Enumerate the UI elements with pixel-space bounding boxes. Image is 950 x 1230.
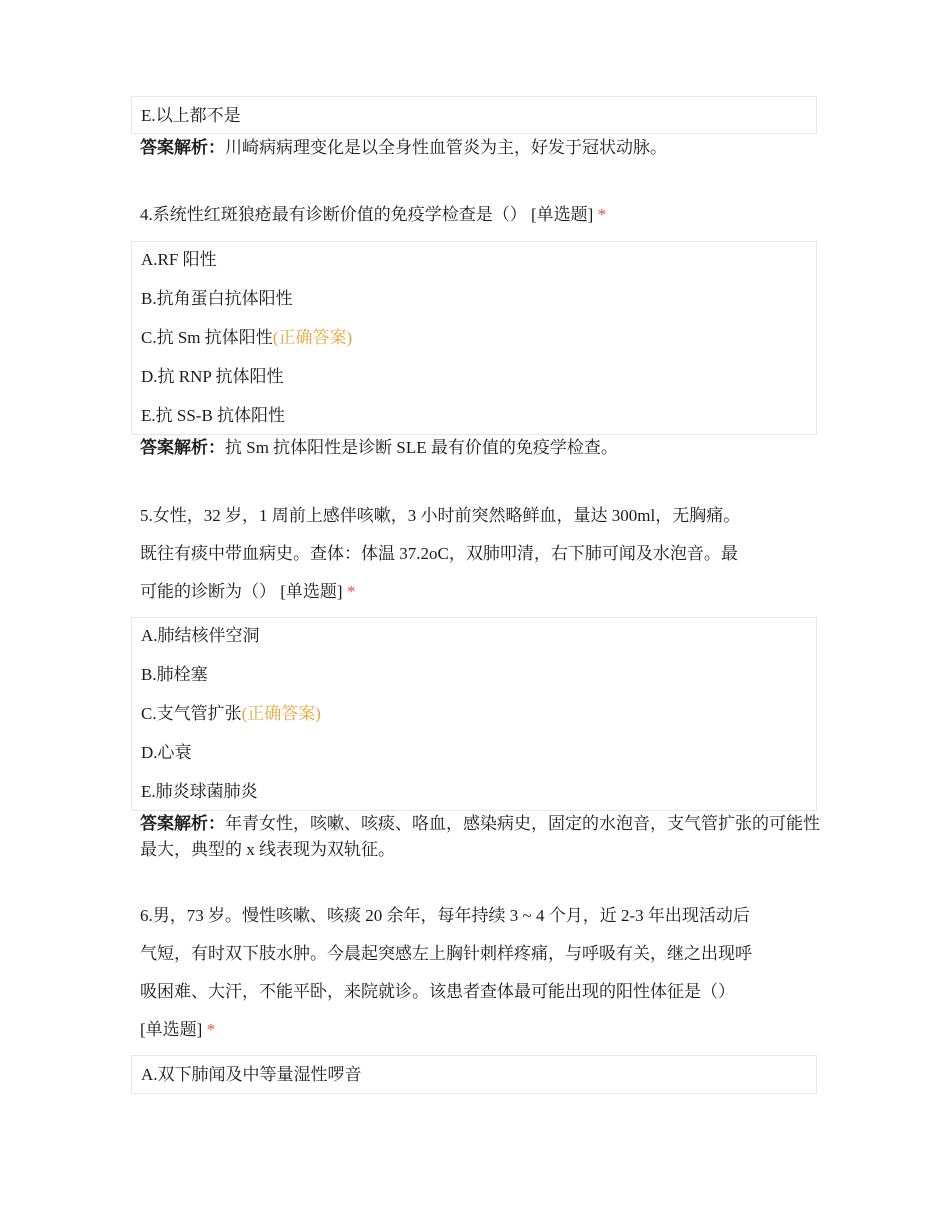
q4-analysis-text: 抗 Sm 抗体阳性是诊断 SLE 最有价值的免疫学检查。: [225, 438, 618, 457]
q5-required-mark: *: [346, 582, 356, 601]
q5-option-b-text: B.肺栓塞: [141, 665, 208, 684]
q5-option-a-text: A.肺结核伴空洞: [141, 626, 260, 645]
q4-analysis-label: 答案解析：: [140, 438, 225, 457]
q5-analysis-text: 年青女性，咳嗽、咳痰、咯血，感染病史，固定的水泡音，支气管扩张的可能性最大，典型的 x 线表现为双轨征。: [140, 814, 820, 859]
q5-correct-tag: (正确答案): [241, 704, 321, 723]
q4-question-text: 4.系统性红斑狼疮最有诊断价值的免疫学检查是（） [单选题]: [140, 205, 594, 224]
q5-option-b[interactable]: [141, 664, 208, 686]
q3-options-box: [131, 96, 817, 134]
q3-analysis-label: 答案解析：: [140, 138, 225, 157]
q5-option-d-text: D.心衰: [141, 743, 192, 762]
q5-question-line-1: 5.女性，32 岁，1 周前上感伴咳嗽，3 小时前突然略鲜血，量达 300ml，无胸痛。: [140, 506, 741, 525]
q4-question: [140, 204, 606, 226]
q5-option-e[interactable]: [141, 781, 258, 803]
q5-option-a[interactable]: [141, 625, 260, 647]
q5-question-line-2: 既往有痰中带血病史。查体：体温 37.2oC，双肺叩清，右下肺可闻及水泡音。最: [140, 544, 738, 563]
q4-option-e[interactable]: [141, 405, 285, 427]
q5-option-c-text: C.支气管扩张: [141, 704, 242, 723]
q3-option-e[interactable]: [141, 105, 241, 127]
q6-option-a-text: A.双下肺闻及中等量湿性啰音: [141, 1065, 362, 1084]
q5-option-e-text: E.肺炎球菌肺炎: [141, 782, 258, 801]
q6-question-line-3: 吸困难、大汗，不能平卧，来院就诊。该患者查体最可能出现的阳性体征是（）: [140, 982, 735, 1001]
q6-question-line-1: 6.男，73 岁。慢性咳嗽、咳痰 20 余年，每年持续 3 ~ 4 个月，近 2-3 年出现活动后: [140, 906, 750, 925]
q4-option-b-text: B.抗角蛋白抗体阳性: [141, 289, 293, 308]
q4-option-d-text: D.抗 RNP 抗体阳性: [141, 367, 284, 386]
q4-option-c[interactable]: [141, 327, 352, 349]
q6-question-line-4-text: [单选题]: [140, 1020, 203, 1039]
q4-correct-tag: (正确答案): [272, 328, 353, 347]
q3-analysis: [140, 135, 820, 161]
q4-option-d[interactable]: [141, 366, 283, 388]
q4-option-a-text: A.RF 阳性: [141, 250, 217, 269]
q5-analysis: [140, 811, 820, 863]
q6-question-line-4: [140, 1019, 215, 1041]
q4-option-c-text: C.抗 Sm 抗体阳性: [141, 328, 273, 347]
q5-analysis-label: 答案解析：: [140, 814, 225, 833]
q6-question-line-2: 气短，有时双下肢水肿。今晨起突感左上胸针刺样疼痛，与呼吸有关，继之出现呼: [140, 944, 752, 963]
q5-option-c[interactable]: [141, 703, 321, 725]
q4-analysis: [140, 435, 820, 461]
q4-option-e-text: E.抗 SS-B 抗体阳性: [141, 406, 286, 425]
q5-options-box: [131, 617, 817, 811]
q3-analysis-text: 川崎病病理变化是以全身性血管炎为主，好发于冠状动脉。: [225, 138, 667, 157]
q4-option-b[interactable]: [141, 288, 293, 310]
q3-option-e-text: E.以上都不是: [141, 106, 241, 125]
q6-option-a[interactable]: [141, 1064, 362, 1086]
q5-option-d[interactable]: [141, 742, 192, 764]
q6-options-box: [131, 1055, 817, 1094]
q6-required-mark: *: [206, 1020, 216, 1039]
q4-option-a[interactable]: [141, 249, 217, 271]
q4-required-mark: *: [597, 205, 607, 224]
q4-options-box: [131, 241, 817, 435]
q5-question-line-3-text: 可能的诊断为（） [单选题]: [140, 582, 343, 601]
q5-question-line-3: [140, 581, 355, 603]
